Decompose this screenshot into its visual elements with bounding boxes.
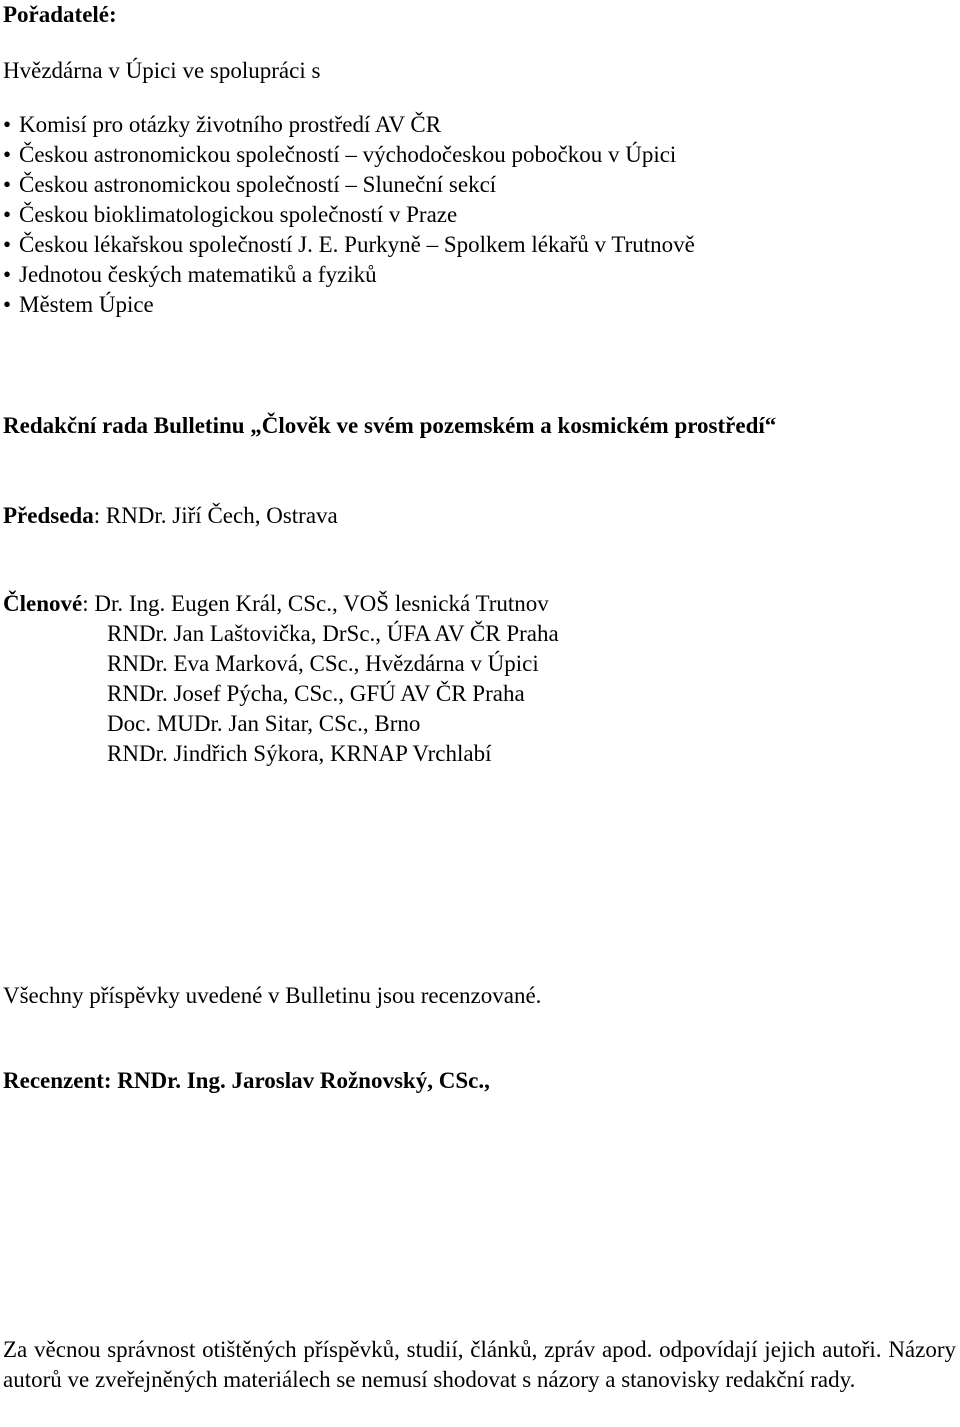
list-item: RNDr. Josef Pýcha, CSc., GFÚ AV ČR Praha [107, 681, 525, 706]
board-members [3, 589, 559, 769]
bullet-icon: • [3, 142, 12, 167]
board-title: Redakční rada Bulletinu „Člověk ve svém pozemském a kosmickém prostředí“ [3, 413, 777, 438]
bullet-icon: • [3, 112, 12, 137]
list-item: Členové: Dr. Ing. Eugen Král, CSc., VOŠ lesnická Trutnov [3, 591, 549, 616]
review-note: Všechny příspěvky uvedené v Bulletinu jsou recenzované. [3, 983, 542, 1008]
list-item: RNDr. Jan Laštovička, DrSc., ÚFA AV ČR Praha [107, 621, 559, 646]
bullet-icon: • [3, 232, 12, 257]
list-item: • Českou bioklimatologickou společností v Praze [3, 200, 695, 230]
list-item: • Českou astronomickou společností – Sluneční sekcí [3, 170, 695, 200]
organizers-heading: Pořadatelé: [3, 2, 117, 27]
disclaimer: Za věcnou správnost otištěných příspěvků, studií, článků, zpráv apod. odpovídají jejich autoři. Názory autorů ve zveřejněných materiálech se nemusí shodovat s názory a stanovisky redakční rady. [3, 1337, 956, 1392]
list-item: • Jednotou českých matematiků a fyziků [3, 260, 695, 290]
board-chair [3, 501, 338, 531]
partners-list [3, 110, 695, 320]
members-label: Členové [3, 591, 83, 616]
bullet-icon: • [3, 202, 12, 227]
chair-name: : RNDr. Jiří Čech, Ostrava [93, 503, 338, 528]
list-item: • Komisí pro otázky životního prostředí AV ČR [3, 110, 695, 140]
list-item: RNDr. Jindřich Sýkora, KRNAP Vrchlabí [107, 741, 492, 766]
list-item: Doc. MUDr. Jan Sitar, CSc., Brno [107, 711, 421, 736]
chair-label: Předseda [3, 503, 94, 528]
list-item: RNDr. Eva Marková, CSc., Hvězdárna v Úpici [107, 651, 539, 676]
bullet-icon: • [3, 262, 12, 287]
bullet-icon: • [3, 292, 12, 317]
reviewer: Recenzent: RNDr. Ing. Jaroslav Rožnovský, CSc., [3, 1068, 490, 1093]
list-item: • Českou astronomickou společností – východočeskou pobočkou v Úpici [3, 140, 695, 170]
organizers-intro: Hvězdárna v Úpici ve spolupráci s [3, 58, 321, 83]
list-item: • Městem Úpice [3, 290, 695, 320]
list-item: • Českou lékařskou společností J. E. Purkyně – Spolkem lékařů v Trutnově [3, 230, 695, 260]
bullet-icon: • [3, 172, 12, 197]
